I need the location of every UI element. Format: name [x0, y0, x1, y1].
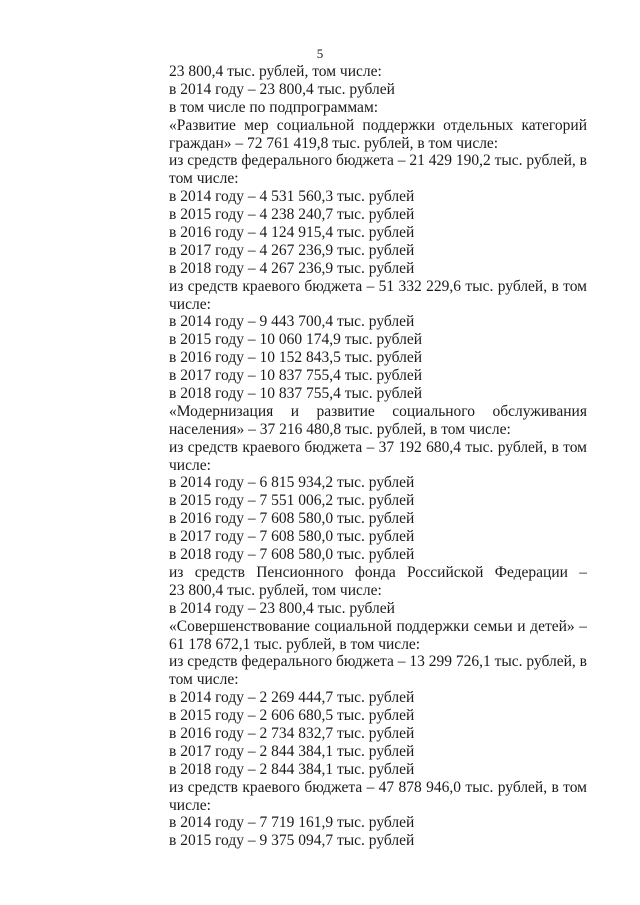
text-line: в 2018 году – 4 267 236,9 тыс. рублей [169, 259, 415, 277]
text-line: числе: [169, 295, 211, 313]
text-line: в 2015 году – 9 375 094,7 тыс. рублей [169, 832, 415, 850]
text-line: в 2014 году – 9 443 700,4 тыс. рублей [169, 313, 415, 331]
text-line: в 2014 году – 23 800,4 тыс. рублей [169, 80, 395, 98]
text-line: в 2014 году – 23 800,4 тыс. рублей [169, 599, 395, 617]
text-line: в 2016 году – 2 734 832,7 тыс. рублей [169, 724, 415, 742]
document-body [169, 63, 587, 850]
text-line: из средств краевого бюджета – 47 878 946,0 тыс. рублей, в том [169, 778, 587, 796]
text-line: в 2014 году – 4 531 560,3 тыс. рублей [169, 188, 415, 206]
text-line: в 2014 году – 2 269 444,7 тыс. рублей [169, 689, 415, 707]
text-line: в 2017 году – 7 608 580,0 тыс. рублей [169, 528, 415, 546]
text-line: из средств краевого бюджета – 37 192 680,4 тыс. рублей, в том [169, 438, 587, 456]
text-line: в 2017 году – 4 267 236,9 тыс. рублей [169, 241, 415, 259]
text-line: из средств Пенсионного фонда Российской Федерации – [169, 563, 587, 581]
text-line: из средств федерального бюджета – 21 429 190,2 тыс. рублей, в [169, 152, 587, 170]
text-line: населения» – 37 216 480,8 тыс. рублей, в том числе: [169, 420, 511, 438]
text-line: в 2015 году – 7 551 006,2 тыс. рублей [169, 492, 415, 510]
text-line: «Развитие мер социальной поддержки отдельных категорий [169, 116, 587, 134]
text-line: в 2016 году – 4 124 915,4 тыс. рублей [169, 224, 415, 242]
text-line: в 2017 году – 2 844 384,1 тыс. рублей [169, 742, 415, 760]
text-line: в 2018 году – 10 837 755,4 тыс. рублей [169, 385, 423, 403]
text-line: числе: [169, 796, 211, 814]
text-line: «Модернизация и развитие социального обслуживания [169, 402, 587, 420]
text-line: том числе: [169, 671, 239, 689]
text-line: том числе: [169, 170, 239, 188]
text-line: граждан» – 72 761 419,8 тыс. рублей, в том числе: [169, 134, 499, 152]
text-line: в 2018 году – 7 608 580,0 тыс. рублей [169, 546, 415, 564]
text-line: в 2014 году – 6 815 934,2 тыс. рублей [169, 474, 415, 492]
text-line: числе: [169, 456, 211, 474]
text-line: в 2016 году – 10 152 843,5 тыс. рублей [169, 349, 423, 367]
text-line: из средств федерального бюджета – 13 299 726,1 тыс. рублей, в [169, 653, 587, 671]
text-line: 61 178 672,1 тыс. рублей, в том числе: [169, 635, 421, 653]
text-line: 23 800,4 тыс. рублей, том числе: [169, 581, 382, 599]
text-line: в 2014 году – 7 719 161,9 тыс. рублей [169, 814, 415, 832]
text-line: в 2015 году – 2 606 680,5 тыс. рублей [169, 707, 415, 725]
text-line: в 2018 году – 2 844 384,1 тыс. рублей [169, 760, 415, 778]
page-number: 5 [316, 46, 324, 61]
text-line: в 2015 году – 10 060 174,9 тыс. рублей [169, 331, 423, 349]
text-line: в 2016 году – 7 608 580,0 тыс. рублей [169, 510, 415, 528]
text-line: в 2017 году – 10 837 755,4 тыс. рублей [169, 367, 423, 385]
text-line: 23 800,4 тыс. рублей, том числе: [169, 63, 382, 80]
text-line: в том числе по подпрограммам: [169, 98, 379, 116]
text-line: из средств краевого бюджета – 51 332 229,6 тыс. рублей, в том [169, 277, 587, 295]
text-line: в 2015 году – 4 238 240,7 тыс. рублей [169, 206, 415, 224]
text-line: «Совершенствование социальной поддержки семьи и детей» – [169, 617, 587, 635]
